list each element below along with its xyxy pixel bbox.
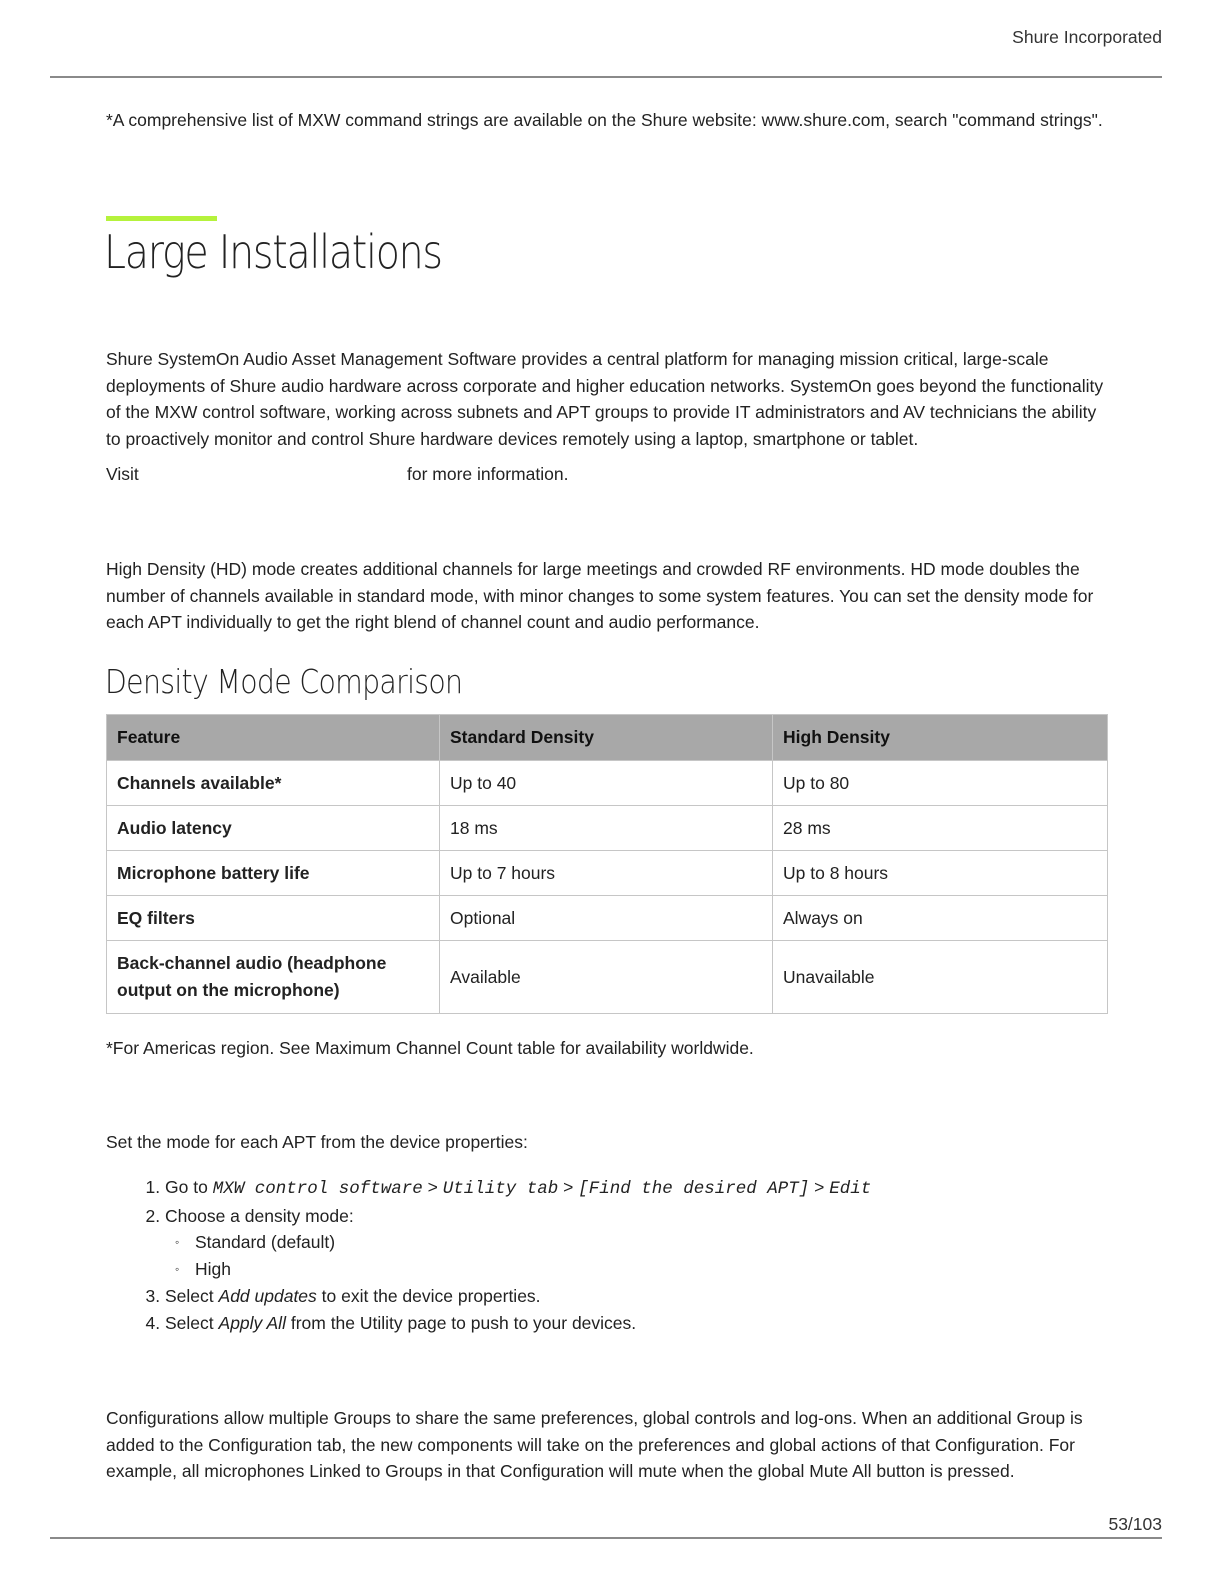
standard-cell: Available xyxy=(440,941,773,1014)
step2-text: Choose a density mode: xyxy=(165,1205,354,1226)
step3-emphasis: Add updates xyxy=(218,1285,317,1306)
step-item xyxy=(165,1203,1065,1283)
feature-cell: Microphone battery life xyxy=(107,851,440,896)
hd-mode-paragraph: High Density (HD) mode creates additional channels for large meetings and crowded RF environments. HD mode doubles the number of channels available in standard mode, with minor changes to some system features. You can set the density mode for each APT individually to get the right blend of channel count and audio performance. xyxy=(106,559,1094,633)
path-separator: > xyxy=(814,1177,825,1197)
header-feature: Feature xyxy=(107,715,440,761)
header-rule xyxy=(50,76,1162,78)
table-row xyxy=(107,941,1108,1014)
table-row xyxy=(107,896,1108,941)
density-options-list xyxy=(165,1229,1065,1282)
command-strings-note: *A comprehensive list of MXW command strings are available on the Shure website: www.shure.com, search "command strings". xyxy=(106,110,1103,130)
high-cell: Always on xyxy=(773,896,1108,941)
step-item xyxy=(165,1174,1065,1203)
step3-prefix: Select xyxy=(165,1285,214,1306)
table-row xyxy=(107,806,1108,851)
high-cell: 28 ms xyxy=(773,806,1108,851)
visit-line xyxy=(106,461,139,488)
steps-intro: Set the mode for each APT from the device properties: xyxy=(106,1132,528,1152)
step4-prefix: Select xyxy=(165,1312,214,1333)
feature-cell: Channels available* xyxy=(107,761,440,806)
page-number: 53/103 xyxy=(1108,1514,1162,1534)
section-accent-bar xyxy=(106,216,217,221)
footer-rule xyxy=(50,1537,1162,1539)
visit-suffix: for more information. xyxy=(407,464,569,484)
high-cell: Up to 8 hours xyxy=(773,851,1108,896)
standard-cell: Up to 7 hours xyxy=(440,851,773,896)
feature-cell: EQ filters xyxy=(107,896,440,941)
table-row xyxy=(107,761,1108,806)
step-item xyxy=(165,1283,1065,1310)
step1-prefix: Go to xyxy=(165,1177,208,1197)
high-cell: Up to 80 xyxy=(773,761,1108,806)
step3-suffix: to exit the device properties. xyxy=(321,1285,541,1306)
steps-list xyxy=(106,1174,1065,1336)
path-segment-apt: [Find the desired APT] xyxy=(578,1179,810,1199)
feature-cell: Back-channel audio (headphone output on the microphone) xyxy=(107,941,440,1014)
table-header-row xyxy=(107,715,1108,761)
step4-suffix: from the Utility page to push to your devices. xyxy=(290,1312,637,1333)
density-comparison-table xyxy=(106,714,1108,1014)
path-segment-utility: Utility tab xyxy=(442,1179,559,1199)
table-footnote: *For Americas region. See Maximum Channel Count table for availability worldwide. xyxy=(106,1038,754,1058)
header-company: Shure Incorporated xyxy=(1012,27,1162,47)
standard-cell: 18 ms xyxy=(440,806,773,851)
header-high-density: High Density xyxy=(773,715,1108,761)
step-item xyxy=(165,1310,1065,1337)
standard-cell: Optional xyxy=(440,896,773,941)
table-row xyxy=(107,851,1108,896)
density-option: ◦ Standard (default) xyxy=(175,1229,1065,1256)
header-standard-density: Standard Density xyxy=(440,715,773,761)
configurations-paragraph: Configurations allow multiple Groups to share the same preferences, global controls and log-ons. When an additional Group is added to the Configuration tab, the new components will take on the preferences and global actions of that Configuration. For example, all microphones Linked to Groups in that Configuration will mute when the global Mute All button is pressed. xyxy=(106,1408,1083,1482)
path-segment-software: MXW control software xyxy=(212,1179,423,1199)
comparison-title: Density Mode Comparison xyxy=(105,662,463,701)
path-segment-edit: Edit xyxy=(829,1179,872,1199)
density-option: ◦ High xyxy=(175,1256,1065,1283)
path-separator: > xyxy=(563,1177,574,1197)
section-title: Large Installations xyxy=(104,225,442,279)
feature-cell: Audio latency xyxy=(107,806,440,851)
standard-cell: Up to 40 xyxy=(440,761,773,806)
high-cell: Unavailable xyxy=(773,941,1108,1014)
path-separator: > xyxy=(427,1177,438,1197)
systemon-paragraph: Shure SystemOn Audio Asset Management Software provides a central platform for managing mission critical, large-scale deployments of Shure audio hardware across corporate and higher education networks. SystemOn goes beyond the functionality of the MXW control software, working across subnets and APT groups to provide IT administrators and AV technicians the ability to proactively monitor and control Shure hardware devices remotely using a laptop, smartphone or tablet. xyxy=(106,349,1104,450)
visit-prefix: Visit xyxy=(106,464,139,484)
step4-emphasis: Apply All xyxy=(218,1312,286,1333)
